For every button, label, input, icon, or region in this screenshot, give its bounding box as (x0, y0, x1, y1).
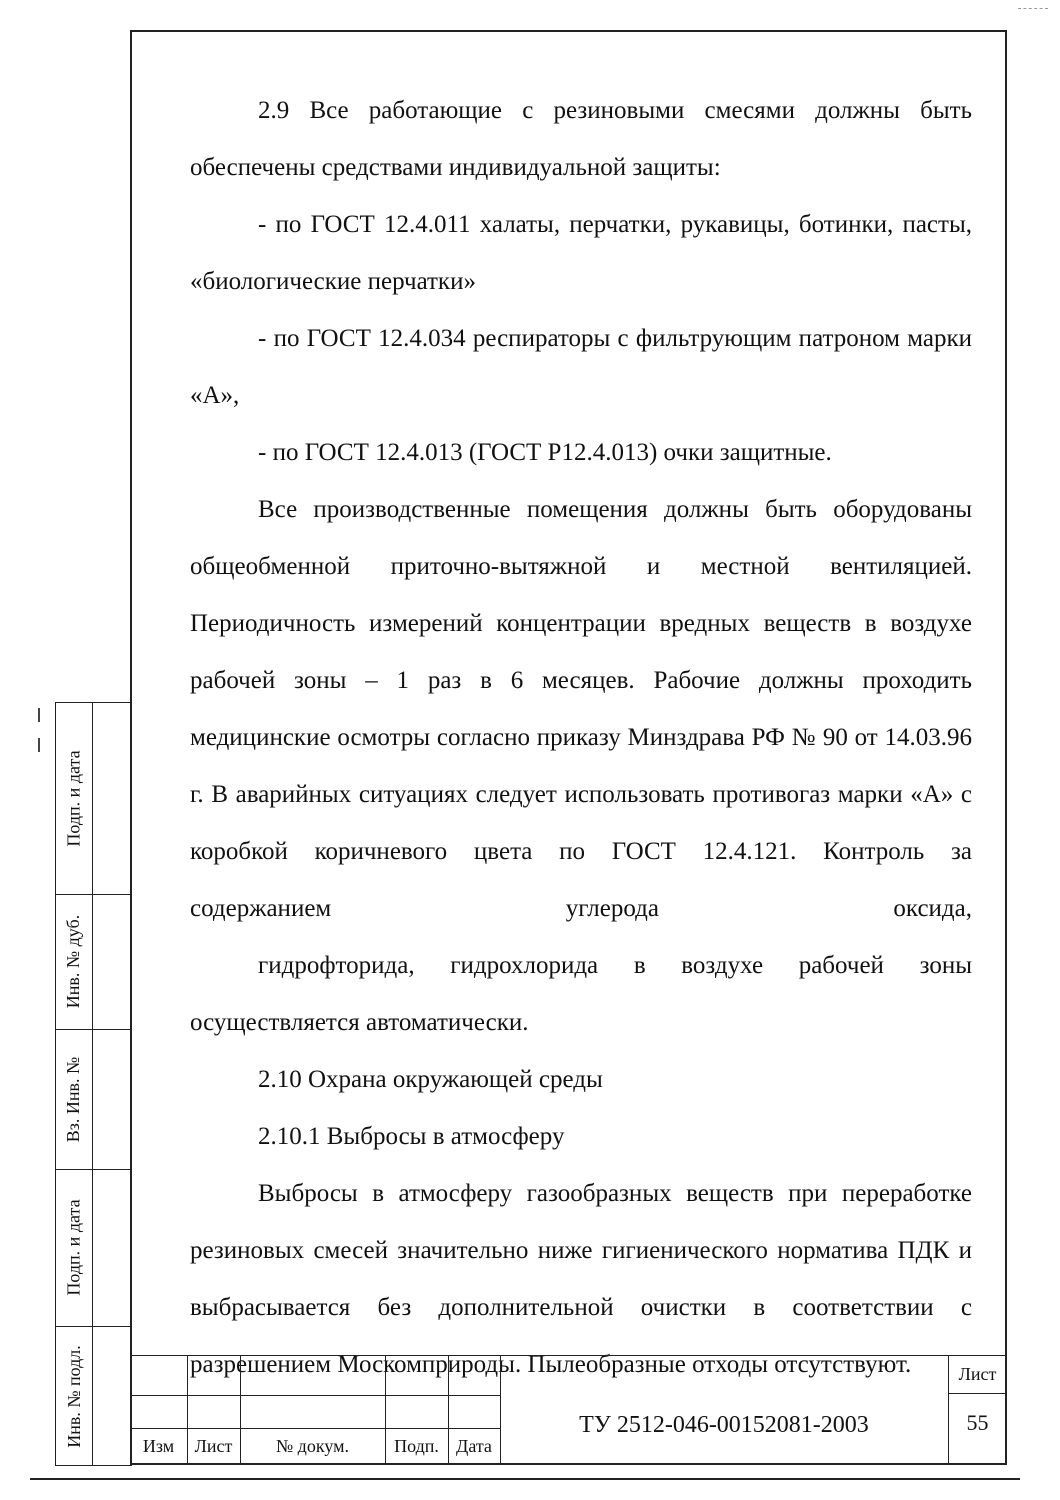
scan-corner-mark (1018, 8, 1048, 9)
col-sheet: Лист (194, 1436, 233, 1456)
side-label-cell (56, 894, 92, 1029)
heading-2-10: 2.10 Охрана окружающей среды (258, 1066, 603, 1093)
margin-tick (38, 708, 40, 722)
side-label-cell (56, 1169, 92, 1326)
side-label-sign-date-2: Подп. и дата (63, 1199, 84, 1296)
paragraph-emissions: Выбросы в атмосферу газообразных веществ при переработке резиновых смесей значительно ниже гигиенического норматива ПДК и выбрасывается без дополнительной очистки в соответствии с разрешением Москомприроды. Пылеобразные отходы отсутствуют. (190, 1180, 972, 1378)
side-label-cell (56, 1029, 92, 1169)
paragraph-gost-12-4-013: - по ГОСТ 12.4.013 (ГОСТ Р12.4.013) очки защитные. (258, 439, 832, 466)
side-label-dup-inv: Инв. № дуб. (63, 914, 84, 1009)
paragraph-ventilation: Все производственные помещения должны быть оборудованы общеобменной приточно-вытяжной и местной вентиляцией. Периодичность измерений концентрации вредных веществ в воздухе рабочей зоны – 1 раз в 6 месяцев. Рабочие должны проходить медицинские осмотры согласно приказу Минздрава РФ № 90 от 14.03.96 г. В аварийных ситуациях следует использовать противогаз марки «А» с коробкой коричневого цвета по ГОСТ 12.4.121. Контроль за содержанием углерода оксида, (190, 496, 972, 922)
title-block-row-line (130, 1395, 500, 1396)
sheet-label: Лист (958, 1363, 997, 1384)
side-stamp-column (55, 702, 132, 1466)
col-change: Изм (142, 1436, 175, 1456)
document-body (190, 82, 972, 1393)
paragraph-gost-12-4-011: - по ГОСТ 12.4.011 халаты, перчатки, рукавицы, ботинки, пасты, «биологические перчатки» (190, 211, 972, 295)
side-label-original-inv: Инв. № подл. (63, 1345, 84, 1448)
paragraph-gost-12-4-034: - по ГОСТ 12.4.034 респираторы с фильтрующим патроном марки «А», (190, 325, 972, 409)
paragraph-gas-monitoring: гидрофторида, гидрохлорида в воздухе рабочей зоны осуществляется автоматически. (190, 952, 972, 1036)
document-number: ТУ 2512-046-00152081-2003 (579, 1411, 869, 1438)
col-doc-no: № докум. (276, 1436, 349, 1456)
side-label-cell (56, 703, 92, 894)
side-stamp-divider (92, 703, 93, 1465)
title-block (130, 1355, 1007, 1465)
side-label-cell (56, 1326, 92, 1467)
side-label-replace-inv: Вз. Инв. № (63, 1056, 84, 1142)
title-block-top-line (130, 1355, 1007, 1356)
col-signature: Подп. (394, 1436, 439, 1456)
page-bottom-border (30, 1478, 1020, 1480)
paragraph-2-9: 2.9 Все работающие с резиновыми смесями должны быть обеспечены средствами индивидуальной защиты: (190, 97, 972, 181)
heading-2-10-1: 2.10.1 Выбросы в атмосферу (258, 1123, 565, 1150)
side-label-sign-date-1: Подп. и дата (63, 750, 84, 847)
sheet-number: 55 (966, 1410, 989, 1435)
margin-tick (38, 738, 40, 752)
col-date: Дата (456, 1436, 492, 1456)
